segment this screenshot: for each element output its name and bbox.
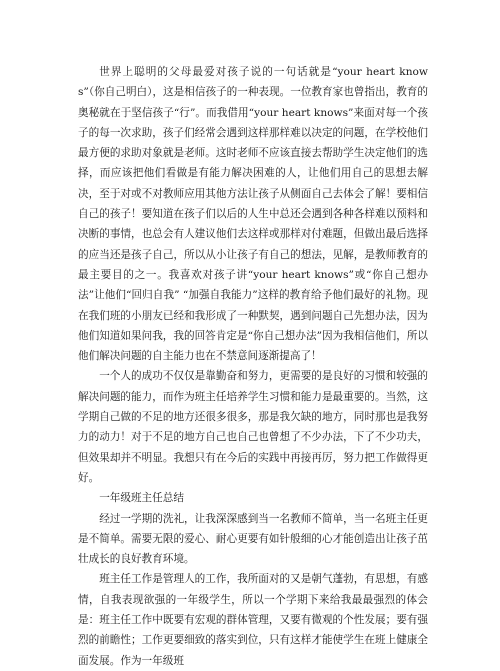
- paragraph-1: 世界上聪明的父母最爱对孩子说的一句话就是“your heart knows”（你自己明白），这是相信孩子的一种表现。一位教育家也曾指出，教育的奥秘就在于坚信孩子“行”。而我借用“your heart knows”来面对每一个孩子的每一次求助，孩子们经常会遇到这样那样难以决定的问题，在学校他们最方便的求助对象就是老师。这时老师不应该直接去帮助学生决定他们的选择，而应该把他们看做是有能力解决困难的人，让他们用自己的思想去解决，至于对或不对教师应用其他方法让孩子从侧面自己去体会了解！要相信自己的孩子！要知道在孩子们以后的人生中总还会遇到各种各样难以预料和决断的事情，也总会有人建议他们去这样或那样对付难题，但做出最后选择的应当还是孩子自己，所以从小让孩子有自己的想法，见解，是教师教育的最主要目的之一。我喜欢对孩子讲“your heart knows”或“你自己想办法”让他们“回归自我” “加强自我能力”这样的教育给予他们最好的礼物。现在我们班的小朋友已经和我形成了一种默契，遇到问题自己先想办法，因为他们知道如果问我，我的回答肯定是“你自己想办法”因为我相信他们，所以他们解决问题的自主能力也在不禁意间逐渐提高了！: [78, 66, 428, 363]
- paragraph-3: 经过一学期的洗礼，让我深深感到当一名教师不简单，当一名班主任更是不简单。需要无限的爱心、耐心更要有如针般细的心才能创造出让孩子茁壮成长的良好教育环境。: [78, 512, 428, 566]
- paragraph-4: 班主任工作是管理人的工作，我所面对的又是朝气蓬勃，有思想，有感情，自我表现欲强的一年级学生，所以一个学期下来给我最最强烈的体会是：班主任工作中既要有宏观的群体管理，又要有微观的个性发展；要有强烈的前瞻性；工作更要细致的落实到位，只有这样才能使学生在班上健康全面发展。作为一年级班: [78, 573, 428, 667]
- section-heading: 一年级班主任总结: [99, 492, 184, 505]
- paragraph-2: 一个人的成功不仅仅是靠勤奋和努力，更需要的是良好的习惯和较强的解决问题的能力，而作为班主任培养学生习惯和能力是最重要的。当然，这学期自己做的不足的地方还很多很多，那是我欠缺的地方，同时那也是我努力的动力！对于不足的地方自己也自己也曾想了不少办法，下了不少功夫，但效果却并不明显。我想只有在今后的实践中再接再厉，努力把工作做得更好。: [78, 370, 428, 484]
